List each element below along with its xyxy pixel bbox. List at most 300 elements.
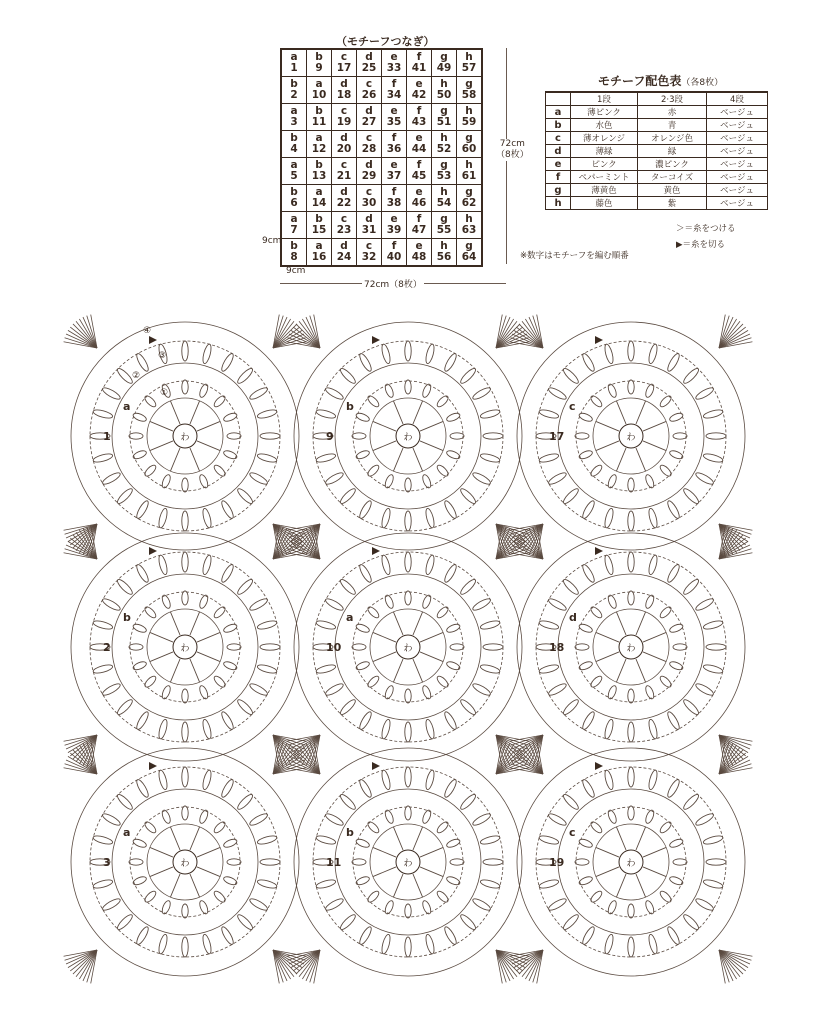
puff-stitch: [355, 660, 370, 671]
puff-stitch: [589, 889, 603, 903]
puff-stitch: [446, 449, 461, 460]
cell-order-number: 53: [436, 170, 452, 182]
color-table-cell: オレンジ色: [638, 132, 707, 145]
puff-stitch: [589, 820, 603, 834]
round1-stitch: [420, 847, 443, 857]
puff-stitch: [135, 925, 151, 946]
height-count: （8枚）: [496, 150, 529, 160]
puff-stitch: [161, 685, 172, 700]
puff-stitch: [666, 563, 682, 584]
cell-order-number: 59: [461, 116, 477, 128]
puff-stitch: [658, 820, 672, 834]
color-table-cell: g: [546, 184, 571, 197]
cell-order-number: 37: [386, 170, 402, 182]
round1-stitch: [596, 441, 619, 451]
puff-stitch: [459, 793, 478, 812]
puff-stitch: [589, 674, 603, 688]
puff-stitch: [706, 644, 726, 650]
round1-stitch: [170, 448, 180, 471]
cell-color-letter: c: [365, 240, 373, 252]
cell-color-letter: b: [290, 240, 298, 252]
puff-stitch: [182, 722, 188, 742]
motif-color-letter: a: [123, 826, 131, 839]
puff-stitch: [446, 838, 461, 849]
cell-color-letter: g: [465, 132, 473, 144]
puff-stitch: [538, 878, 559, 889]
color-table-subtitle: （各8枚）: [681, 78, 724, 88]
cell-color-letter: d: [365, 213, 373, 225]
puff-stitch: [644, 383, 655, 398]
puff-stitch: [339, 913, 358, 932]
puff-stitch: [603, 934, 614, 955]
puff-stitch: [324, 386, 345, 402]
round1-stitch: [420, 441, 443, 451]
cell-color-letter: h: [465, 51, 473, 63]
color-table-cell: d: [546, 145, 571, 158]
puff-stitch: [607, 594, 618, 609]
puff-stitch: [421, 900, 432, 915]
puff-stitch: [101, 682, 122, 698]
puff-stitch: [647, 343, 658, 364]
cell-color-letter: c: [365, 186, 373, 198]
puff-stitch: [358, 925, 374, 946]
puff-stitch: [483, 859, 503, 865]
puff-stitch: [384, 383, 395, 398]
puff-stitch: [435, 820, 449, 834]
color-table-cell: f: [546, 171, 571, 184]
cell-color-letter: g: [440, 105, 448, 117]
color-table-cell: ターコイズ: [638, 171, 707, 184]
round-label: ③: [158, 351, 167, 361]
puff-stitch: [471, 386, 492, 402]
round1-stitch: [596, 632, 619, 642]
puff-stitch: [257, 878, 278, 889]
puff-stitch: [480, 834, 501, 845]
puff-stitch: [129, 859, 143, 865]
puff-stitch: [366, 674, 380, 688]
motif: [64, 315, 307, 558]
puff-stitch: [578, 623, 593, 634]
puff-stitch: [443, 778, 459, 799]
puff-stitch: [547, 897, 568, 913]
round1-stitch: [190, 827, 200, 850]
cell-order-number: 62: [461, 197, 477, 209]
puff-stitch: [658, 605, 672, 619]
puff-stitch: [355, 875, 370, 886]
puff-stitch: [248, 682, 269, 698]
puff-stitch: [578, 875, 593, 886]
puff-stitch: [607, 383, 618, 398]
puff-stitch: [157, 508, 168, 529]
cell-color-letter: g: [440, 51, 448, 63]
puff-stitch: [366, 605, 380, 619]
puff-stitch: [257, 452, 278, 463]
round1-stitch: [373, 867, 396, 877]
round1-stitch: [643, 441, 666, 451]
puff-stitch: [607, 474, 618, 489]
puff-stitch: [212, 820, 226, 834]
motif-order-number: 9: [326, 430, 334, 443]
puff-stitch: [628, 591, 634, 605]
puff-stitch: [694, 897, 715, 913]
puff-stitch: [603, 554, 614, 575]
puff-stitch: [157, 719, 168, 740]
puff-stitch: [220, 563, 236, 584]
cell-color-letter: d: [340, 132, 348, 144]
cell-color-letter: e: [415, 240, 423, 252]
puff-stitch: [198, 809, 209, 824]
puff-stitch: [92, 878, 113, 889]
round1-stitch: [636, 612, 646, 635]
puff-stitch: [143, 674, 157, 688]
color-table-cell: 黄色: [638, 184, 707, 197]
puff-stitch: [658, 674, 672, 688]
puff-stitch: [578, 449, 593, 460]
motif-order-number: 2: [103, 641, 111, 654]
round1-stitch: [420, 652, 443, 662]
puff-stitch: [248, 597, 269, 613]
cell-order-number: 15: [311, 224, 327, 236]
color-table-cell: ピンク: [571, 158, 638, 171]
round-label: ①: [160, 388, 169, 398]
cell-color-letter: e: [390, 105, 398, 117]
round1-stitch: [596, 652, 619, 662]
round1-stitch: [596, 867, 619, 877]
round1-stitch: [190, 659, 200, 682]
puff-stitch: [538, 452, 559, 463]
puff-stitch: [405, 511, 411, 531]
puff-stitch: [223, 660, 238, 671]
round1-stitch: [616, 874, 626, 897]
round1-stitch: [150, 632, 173, 642]
color-table-cell: b: [546, 119, 571, 132]
cut-yarn-mark: [372, 336, 380, 344]
puff-stitch: [424, 343, 435, 364]
puff-stitch: [182, 511, 188, 531]
puff-stitch: [182, 767, 188, 787]
puff-stitch: [223, 838, 238, 849]
puff-stitch: [92, 663, 113, 674]
puff-stitch: [101, 471, 122, 487]
puff-stitch: [198, 900, 209, 915]
puff-stitch: [694, 812, 715, 828]
puff-stitch: [424, 934, 435, 955]
round-label: ②: [132, 371, 141, 381]
round1-stitch: [393, 874, 403, 897]
puff-stitch: [315, 452, 336, 463]
puff-stitch: [157, 554, 168, 575]
puff-stitch: [658, 463, 672, 477]
cell-order-number: 49: [436, 62, 452, 74]
puff-stitch: [132, 412, 147, 423]
cell-color-letter: b: [315, 159, 323, 171]
cell-color-letter: b: [315, 51, 323, 63]
cut-yarn-mark: [595, 336, 603, 344]
puff-stitch: [405, 806, 411, 820]
cell-order-number: 46: [411, 197, 427, 209]
center-ring-label: わ: [403, 644, 413, 654]
cell-order-number: 11: [311, 116, 327, 128]
puff-stitch: [132, 838, 147, 849]
puff-stitch: [581, 499, 597, 520]
motif-order-number: 11: [326, 856, 342, 869]
puff-stitch: [324, 682, 345, 698]
puff-stitch: [352, 433, 366, 439]
cell-order-number: 61: [461, 170, 477, 182]
puff-stitch: [101, 386, 122, 402]
puff-stitch: [201, 343, 212, 364]
color-table-cell: 薄黄色: [571, 184, 638, 197]
center-ring-label: わ: [626, 433, 636, 443]
cell-order-number: 12: [311, 143, 327, 155]
motif: [510, 315, 753, 558]
puff-stitch: [101, 812, 122, 828]
puff-stitch: [421, 474, 432, 489]
puff-stitch: [223, 875, 238, 886]
puff-stitch: [424, 719, 435, 740]
puff-stitch: [443, 925, 459, 946]
round1-stitch: [190, 401, 200, 424]
round1-stitch: [616, 401, 626, 424]
puff-stitch: [669, 838, 684, 849]
puff-stitch: [628, 722, 634, 742]
cell-color-letter: h: [465, 105, 473, 117]
cell-order-number: 29: [361, 170, 377, 182]
cell-color-letter: f: [416, 105, 422, 117]
round1-stitch: [190, 612, 200, 635]
puff-stitch: [562, 698, 581, 717]
color-table-cell: 赤: [638, 106, 707, 119]
center-ring-label: わ: [403, 433, 413, 443]
round1-stitch: [643, 421, 666, 431]
puff-stitch: [380, 343, 391, 364]
puff-stitch: [647, 508, 658, 529]
puff-stitch: [405, 380, 411, 394]
puff-stitch: [135, 778, 151, 799]
puff-stitch: [658, 394, 672, 408]
puff-stitch: [358, 710, 374, 731]
legend-attach: ＞＝糸をつける: [676, 224, 736, 234]
puff-stitch: [212, 463, 226, 477]
puff-stitch: [480, 452, 501, 463]
puff-stitch: [538, 663, 559, 674]
color-table-cell: ペパーミント: [571, 171, 638, 184]
round1-stitch: [190, 874, 200, 897]
cell-color-letter: e: [415, 132, 423, 144]
puff-stitch: [161, 594, 172, 609]
puff-stitch: [366, 394, 380, 408]
color-table-cell: 青: [638, 119, 707, 132]
cell-order-number: 10: [311, 89, 327, 101]
cell-order-number: 47: [411, 224, 427, 236]
puff-stitch: [384, 809, 395, 824]
puff-stitch: [562, 793, 581, 812]
cell-color-letter: a: [315, 78, 323, 90]
puff-stitch: [405, 937, 411, 957]
puff-stitch: [666, 499, 682, 520]
puff-stitch: [666, 352, 682, 373]
round1-stitch: [170, 401, 180, 424]
motif: [510, 741, 753, 984]
cell-color-letter: a: [290, 105, 298, 117]
puff-stitch: [182, 380, 188, 394]
puff-stitch: [257, 408, 278, 419]
puff-stitch: [129, 644, 143, 650]
motif-order-number: 17: [549, 430, 565, 443]
color-table-cell: 1段: [571, 92, 638, 106]
puff-stitch: [471, 682, 492, 698]
puff-stitch: [459, 698, 478, 717]
color-table-cell: a: [546, 106, 571, 119]
puff-stitch: [658, 889, 672, 903]
cell-color-letter: b: [290, 132, 298, 144]
cell-order-number: 36: [386, 143, 402, 155]
round1-stitch: [150, 652, 173, 662]
color-table-cell: ベージュ: [707, 106, 768, 119]
puff-stitch: [628, 511, 634, 531]
color-table-cell: 4段: [707, 92, 768, 106]
cut-yarn-mark: [595, 547, 603, 555]
round1-stitch: [197, 421, 220, 431]
cell-order-number: 1: [290, 62, 298, 74]
cell-order-number: 34: [386, 89, 402, 101]
puff-stitch: [366, 820, 380, 834]
puff-stitch: [673, 644, 687, 650]
motif-order-number: 1: [103, 430, 111, 443]
puff-stitch: [248, 471, 269, 487]
cell-order-number: 2: [290, 89, 298, 101]
puff-stitch: [669, 875, 684, 886]
puff-stitch: [380, 719, 391, 740]
round1-stitch: [190, 448, 200, 471]
puff-stitch: [628, 552, 634, 572]
round1-stitch: [197, 867, 220, 877]
puff-stitch: [562, 578, 581, 597]
cell-order-number: 38: [386, 197, 402, 209]
puff-stitch: [384, 685, 395, 700]
color-table-cell: ベージュ: [707, 145, 768, 158]
color-table-cell: 薄オレンジ: [571, 132, 638, 145]
puff-stitch: [405, 341, 411, 361]
motif-color-letter: d: [569, 611, 577, 624]
round1-stitch: [170, 827, 180, 850]
puff-stitch: [101, 597, 122, 613]
cell-color-letter: a: [315, 240, 323, 252]
round1-stitch: [197, 441, 220, 451]
round1-stitch: [643, 632, 666, 642]
puff-stitch: [198, 474, 209, 489]
cell-order-number: 60: [461, 143, 477, 155]
color-table-cell: 薄ピンク: [571, 106, 638, 119]
puff-stitch: [666, 710, 682, 731]
cell-order-number: 42: [411, 89, 427, 101]
puff-stitch: [143, 889, 157, 903]
cell-color-letter: a: [315, 132, 323, 144]
cell-order-number: 23: [336, 224, 352, 236]
cell-order-number: 20: [336, 143, 352, 155]
puff-stitch: [212, 394, 226, 408]
puff-stitch: [435, 463, 449, 477]
puff-stitch: [405, 689, 411, 703]
round1-stitch: [413, 448, 423, 471]
cell-color-letter: d: [340, 78, 348, 90]
puff-stitch: [157, 934, 168, 955]
puff-stitch: [607, 900, 618, 915]
puff-stitch: [694, 386, 715, 402]
cell-color-letter: h: [440, 132, 448, 144]
round1-stitch: [643, 867, 666, 877]
puff-stitch: [647, 719, 658, 740]
cell-color-letter: f: [416, 159, 422, 171]
puff-stitch: [236, 698, 255, 717]
cell-color-letter: h: [465, 213, 473, 225]
cell-color-letter: e: [415, 186, 423, 198]
puff-stitch: [589, 394, 603, 408]
cell-color-letter: e: [390, 213, 398, 225]
puff-stitch: [682, 913, 701, 932]
cell-color-letter: f: [391, 240, 397, 252]
cell-color-letter: e: [415, 78, 423, 90]
puff-stitch: [405, 478, 411, 492]
puff-stitch: [575, 644, 589, 650]
puff-stitch: [459, 578, 478, 597]
puff-stitch: [669, 412, 684, 423]
cell-order-number: 44: [411, 143, 427, 155]
puff-stitch: [644, 900, 655, 915]
round1-stitch: [420, 867, 443, 877]
cell-order-number: 30: [361, 197, 377, 209]
cell-color-letter: d: [340, 240, 348, 252]
puff-stitch: [135, 563, 151, 584]
cell-order-number: 3: [290, 116, 298, 128]
round1-stitch: [373, 652, 396, 662]
puff-stitch: [366, 463, 380, 477]
puff-stitch: [260, 433, 280, 439]
puff-stitch: [644, 685, 655, 700]
cut-yarn-mark: [149, 762, 157, 770]
round1-stitch: [413, 612, 423, 635]
puff-stitch: [358, 778, 374, 799]
cell-color-letter: f: [391, 132, 397, 144]
puff-stitch: [384, 594, 395, 609]
puff-stitch: [547, 812, 568, 828]
puff-stitch: [703, 878, 724, 889]
puff-stitch: [538, 834, 559, 845]
motif-color-letter: c: [569, 400, 576, 413]
cell-color-letter: b: [315, 105, 323, 117]
puff-stitch: [682, 793, 701, 812]
puff-stitch: [201, 719, 212, 740]
round1-stitch: [636, 401, 646, 424]
round1-stitch: [393, 448, 403, 471]
puff-stitch: [352, 859, 366, 865]
puff-stitch: [315, 834, 336, 845]
cell-color-letter: c: [365, 132, 373, 144]
puff-stitch: [182, 341, 188, 361]
cell-order-number: 33: [386, 62, 402, 74]
round1-stitch: [170, 659, 180, 682]
cell-order-number: 64: [461, 251, 477, 263]
puff-stitch: [182, 937, 188, 957]
puff-stitch: [628, 904, 634, 918]
cell-color-letter: g: [440, 213, 448, 225]
cell-order-number: 18: [336, 89, 352, 101]
round1-stitch: [616, 448, 626, 471]
puff-stitch: [143, 394, 157, 408]
round1-stitch: [373, 632, 396, 642]
puff-stitch: [435, 605, 449, 619]
puff-stitch: [450, 433, 464, 439]
